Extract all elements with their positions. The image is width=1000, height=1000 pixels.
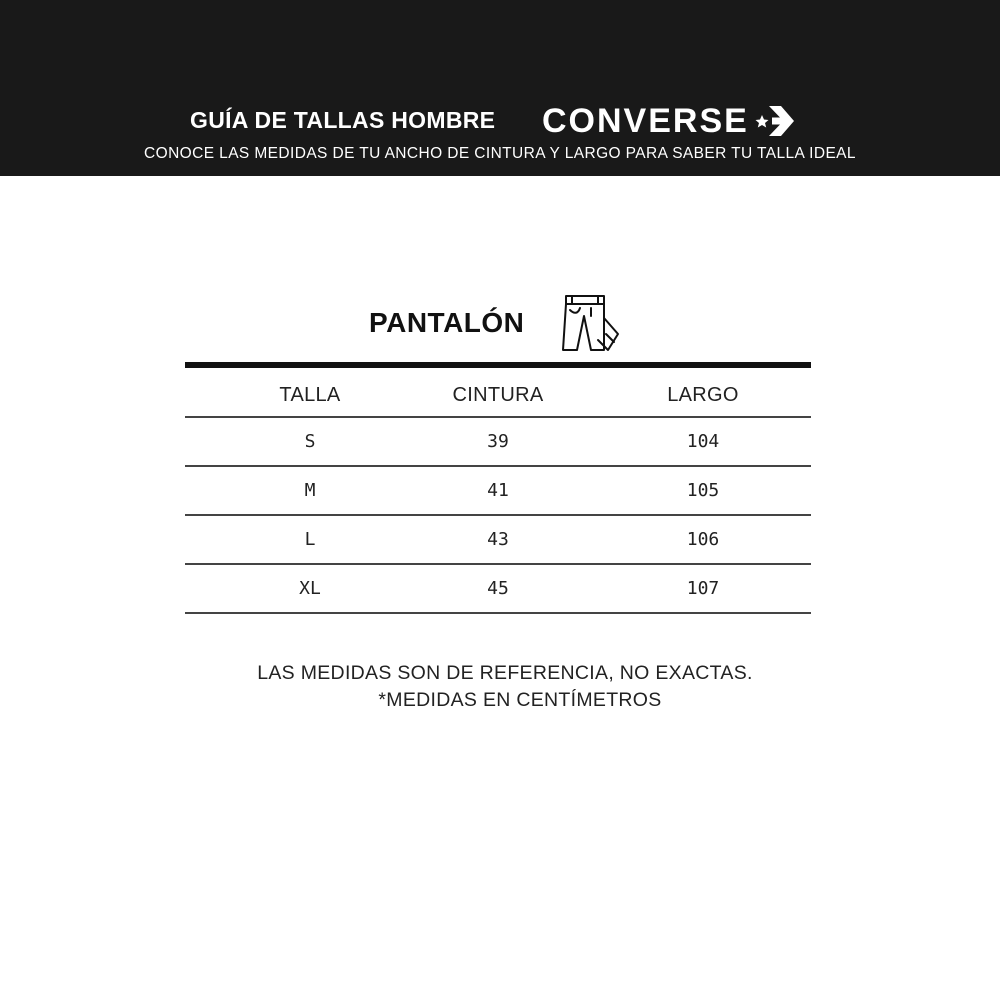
size-table — [185, 362, 811, 614]
size-cell: XL — [299, 578, 321, 599]
waist-cell: 45 — [487, 578, 509, 599]
column-header-cintura: CINTURA — [452, 384, 544, 406]
table-row — [185, 565, 811, 614]
size-cell: M — [304, 480, 316, 501]
pants-icon — [558, 294, 624, 354]
table-row — [185, 516, 811, 565]
table-header — [185, 368, 811, 418]
length-cell: 104 — [686, 431, 720, 452]
header-banner — [0, 0, 1000, 176]
column-header-largo: LARGO — [667, 384, 739, 406]
page-title: GUÍA DE TALLAS HOMBRE — [190, 107, 496, 133]
length-cell: 106 — [686, 529, 720, 550]
section-title: PANTALÓN — [369, 307, 525, 338]
waist-cell: 39 — [487, 431, 509, 452]
length-cell: 105 — [686, 480, 720, 501]
size-cell: L — [304, 529, 316, 550]
units-note: *MEDIDAS EN CENTÍMETROS — [378, 689, 662, 711]
header-title-row — [0, 98, 1000, 144]
length-cell: 107 — [686, 578, 720, 599]
table-row — [185, 467, 811, 516]
header-subtitle: CONOCE LAS MEDIDAS DE TU ANCHO DE CINTURA Y LARGO PARA SABER TU TALLA IDEAL — [144, 145, 856, 162]
column-header-talla: TALLA — [279, 384, 341, 406]
waist-cell: 41 — [487, 480, 509, 501]
reference-note: LAS MEDIDAS SON DE REFERENCIA, NO EXACTAS. — [257, 662, 753, 684]
brand-logo — [542, 98, 795, 144]
table-row — [185, 418, 811, 467]
section-header — [0, 294, 1000, 356]
star-chevron-logo-icon — [755, 104, 795, 138]
size-cell: S — [304, 431, 316, 452]
waist-cell: 43 — [487, 529, 509, 550]
brand-wordmark: CONVERSE — [542, 102, 749, 140]
